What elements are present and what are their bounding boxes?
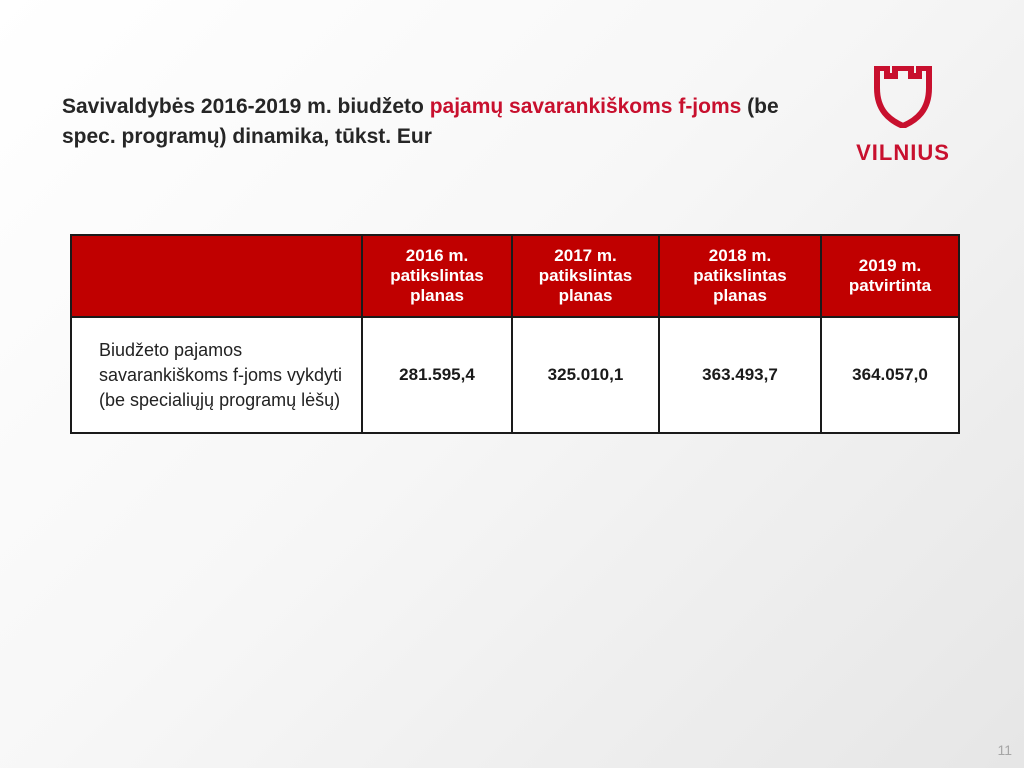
value-2017: 325.010,1 [512, 317, 659, 433]
table-row [71, 317, 959, 433]
column-header-2019: 2019 m. patvirtinta [821, 235, 959, 317]
title-text-start: Savivaldybės 2016-2019 m. biudžeto [62, 95, 430, 118]
castle-tower-icon [873, 66, 933, 128]
table-header-row [71, 235, 959, 317]
budget-table [70, 234, 960, 434]
row-label: Biudžeto pajamos savarankiškoms f-joms vykdyti (be specialiųjų programų lėšų) [71, 317, 362, 433]
table-header-corner [71, 235, 362, 317]
column-header-2018: 2018 m. patikslintas planas [659, 235, 821, 317]
value-2016: 281.595,4 [362, 317, 512, 433]
slide-title [62, 92, 822, 152]
column-header-2016: 2016 m. patikslintas planas [362, 235, 512, 317]
title-text-end: (be spec. programų) dinamika, tūkst. Eur [62, 95, 779, 148]
column-header-2017: 2017 m. patikslintas planas [512, 235, 659, 317]
vilnius-logo [848, 66, 958, 166]
logo-text: VILNIUS [856, 140, 950, 165]
title-text-accent: pajamų savarankiškoms f-joms [429, 95, 742, 118]
value-2018: 363.493,7 [659, 317, 821, 433]
value-2019: 364.057,0 [821, 317, 959, 433]
page-number: 11 [997, 742, 1012, 758]
